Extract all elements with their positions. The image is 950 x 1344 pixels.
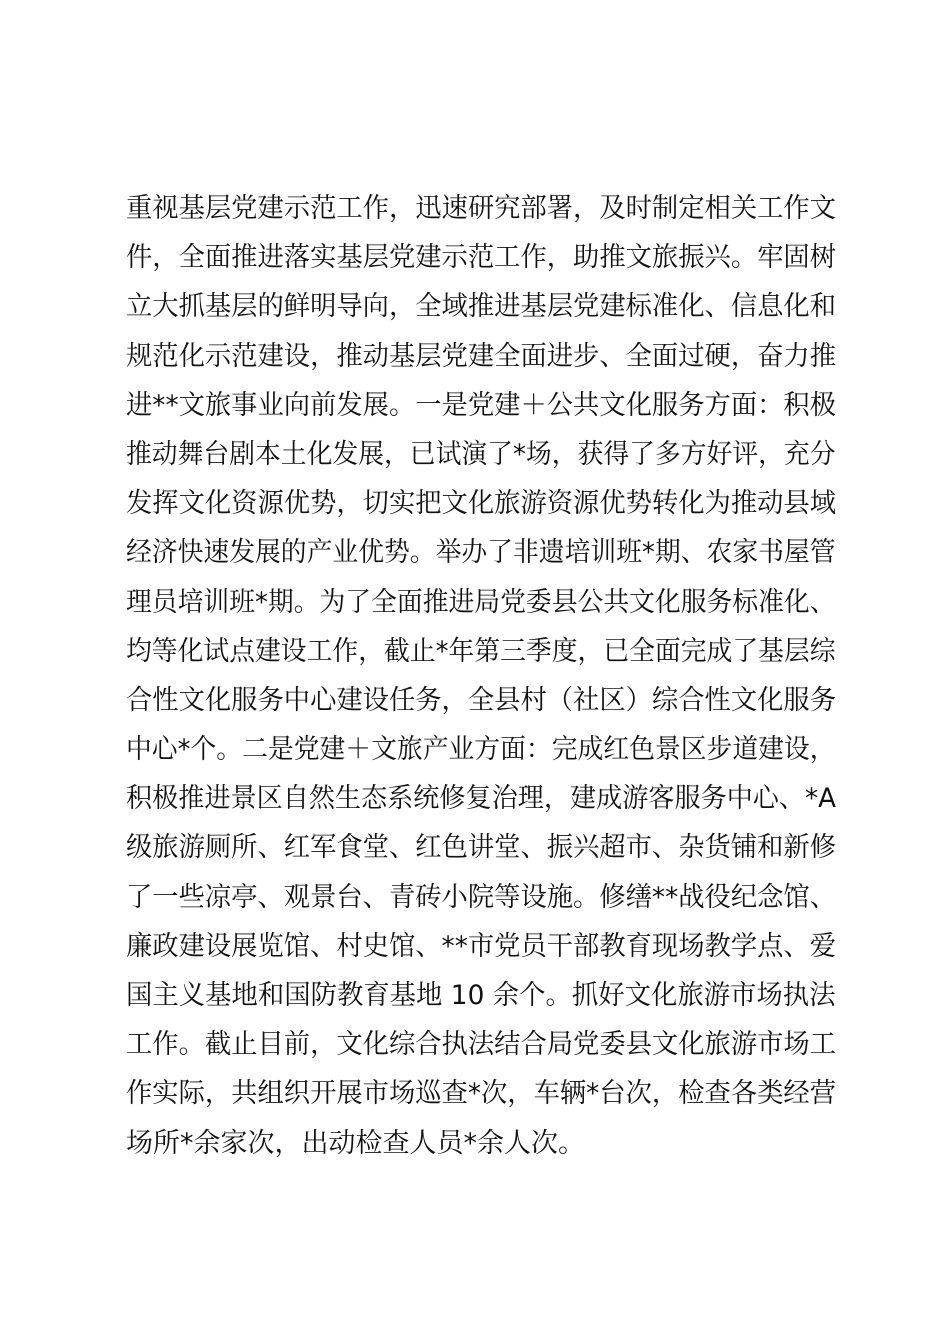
text-line-19: 作实际，共组织开展市场巡查*次，车辆*台次，检查各类经营 — [126, 1078, 836, 1110]
text-line-7: 发挥文化资源优势，切实把文化旅游资源优势转化为推动县域 — [126, 488, 836, 520]
text-line-15: 了一些凉亭、观景台、青砖小院等设施。修缮**战役纪念馆、 — [126, 881, 836, 913]
text-line-14: 级旅游厕所、红军食堂、红色讲堂、振兴超市、杂货铺和新修 — [126, 832, 836, 864]
text-line-8: 经济快速发展的产业优势。举办了非遗培训班*期、农家书屋管 — [126, 537, 836, 569]
text-line-5: 进**文旅事业向前发展。一是党建＋公共文化服务方面：积极 — [126, 389, 836, 421]
text-line-12: 中心*个。二是党建＋文旅产业方面：完成红色景区步道建设， — [126, 734, 836, 766]
text-line-20: 场所*余家次，出动检查人员*余人次。 — [126, 1127, 585, 1159]
text-line-13: 积极推进景区自然生态系统修复治理，建成游客服务中心、*A — [126, 783, 836, 815]
body-paragraph — [126, 184, 836, 1168]
text-line-4: 规范化示范建设，推动基层党建全面进步、全面过硬，奋力推 — [126, 340, 836, 372]
text-line-1: 重视基层党建示范工作，迅速研究部署，及时制定相关工作文 — [126, 193, 836, 224]
text-line-9: 理员培训班*期。为了全面推进局党委县公共文化服务标准化、 — [126, 586, 836, 618]
text-line-16: 廉政建设展览馆、村史馆、**市党员干部教育现场教学点、爱 — [126, 930, 836, 962]
text-line-2: 件，全面推进落实基层党建示范工作，助推文旅振兴。牢固树 — [126, 242, 836, 274]
text-line-6: 推动舞台剧本土化发展，已试演了*场，获得了多方好评，充分 — [126, 438, 836, 470]
text-line-3: 立大抓基层的鲜明导向，全域推进基层党建标准化、信息化和 — [126, 291, 836, 323]
text-line-11: 合性文化服务中心建设任务，全县村（社区）综合性文化服务 — [126, 684, 836, 716]
text-line-10: 均等化试点建设工作，截止*年第三季度，已全面完成了基层综 — [126, 635, 836, 667]
text-line-18: 工作。截止目前，文化综合执法结合局党委县文化旅游市场工 — [126, 1029, 836, 1061]
text-line-17: 国主义基地和国防教育基地 10 余个。抓好文化旅游市场执法 — [126, 980, 836, 1011]
